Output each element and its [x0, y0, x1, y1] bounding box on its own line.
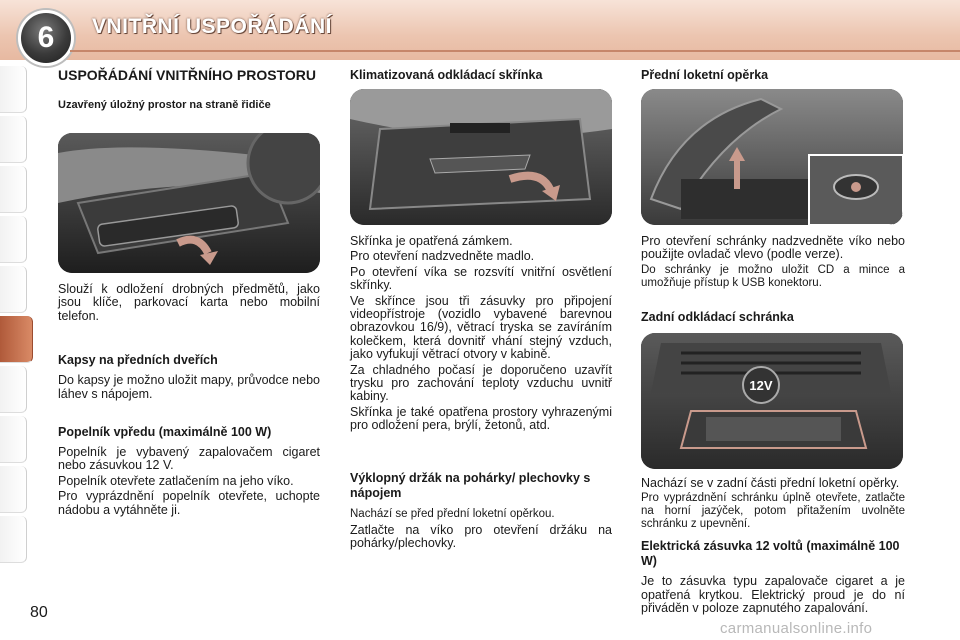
armrest-photo	[641, 89, 903, 225]
chapter-title: VNITŘNÍ USPOŘÁDÁNÍ	[92, 15, 333, 38]
section-title-ashtray: Popelník vpředu (maximálně 100 W)	[58, 425, 272, 440]
rear-storage-photo	[641, 333, 903, 469]
glovebox-photo	[350, 89, 612, 225]
body-text: Nachází se v zadní části přední loketní opěrky.	[641, 475, 900, 490]
page-header	[0, 0, 960, 60]
column-right	[641, 66, 905, 615]
chapter-tab[interactable]	[0, 166, 27, 213]
body-text: Nachází se před přední loketní opěrkou.	[350, 507, 555, 520]
body-text: Je to zásuvka typu zapalovače cigaret a je opatřená krytkou. Elektrický proud je do ní přiváděn v poloze zapnutého zapalování.	[641, 574, 905, 616]
column-left	[58, 66, 320, 517]
section-title-door-pockets: Kapsy na předních dveřích	[58, 353, 218, 368]
section-title-rear-storage: Zadní odkládací schránka	[641, 309, 794, 324]
body-text: Pro vyprázdnění popelník otevřete, uchopte nádobu a vytáhněte ji.	[58, 489, 320, 517]
body-text: Do schránky je možno uložit CD a mince a umožňuje přístup k USB konektoru.	[641, 263, 905, 289]
chapter-tab[interactable]	[0, 516, 27, 563]
chapter-tab[interactable]	[0, 416, 27, 463]
body-text: Popelník otevřete zatlačením na jeho víko.	[58, 473, 294, 488]
watermark: carmanualsonline.info	[720, 620, 873, 637]
chapter-tab[interactable]	[0, 66, 27, 113]
chapter-tab[interactable]	[0, 216, 27, 263]
body-text: Po otevření víka se rozsvítí vnitřní osvětlení skřínky.	[350, 264, 612, 293]
body-text: Popelník je vybavený zapalovačem cigaret nebo zásuvkou 12 V.	[58, 445, 320, 473]
section-title-socket: Elektrická zásuvka 12 voltů (maximálně 100 W)	[641, 539, 900, 569]
chapter-tab[interactable]	[0, 466, 27, 513]
chapter-tab[interactable]	[0, 366, 27, 413]
body-text: Pro otevření schránky nadzvedněte víko nebo použijte ovladač vlevo (podle verze).	[641, 234, 905, 262]
chapter-badge: 6	[18, 10, 74, 66]
chapter-tab[interactable]	[0, 266, 27, 313]
body-text: Pro vyprázdnění schránku úplně otevřete, zatlačte na horní jazýček, potom přitažením uvolněte schránku z upevnění.	[641, 492, 905, 531]
socket-label: 12V	[749, 377, 773, 393]
body-text: Skřínka je opatřená zámkem.	[350, 234, 513, 248]
body-text: Do kapsy je možno uložit mapy, průvodce nebo láhev s nápojem.	[58, 373, 320, 401]
chapter-tab-active[interactable]	[0, 316, 33, 363]
section-title-armrest: Přední loketní opěrka	[641, 68, 769, 82]
section-title-glovebox: Klimatizovaná odkládací skřínka	[350, 68, 543, 82]
body-text: Skřínka je také opatřena prostory vyhrazenými pro odložení pera, brýlí, žetonů, atd.	[350, 404, 612, 433]
chapter-tab[interactable]	[0, 116, 27, 163]
body-text: Zatlačte na víko pro otevření držáku na pohárky/plechovky.	[350, 522, 612, 551]
body-text: Pro otevření nadzvedněte madlo.	[350, 249, 535, 264]
header-divider	[70, 50, 960, 52]
section-title-cupholder: Výklopný držák na pohárky/ plechovky s nápojem	[350, 470, 591, 500]
subsection-heading: Uzavřený úložný prostor na straně řidiče	[58, 99, 271, 111]
chapter-tabs	[0, 66, 30, 566]
page-number: 80	[30, 604, 48, 621]
drivers-storage-photo	[58, 133, 320, 273]
section-heading: USPOŘÁDÁNÍ VNITŘNÍHO PROSTORU	[58, 67, 316, 83]
column-middle	[350, 66, 612, 551]
body-text: Za chladného počasí je doporučeno uzavřít trysku pro zachování teploty vzduchu uvnitř kabiny.	[350, 362, 612, 404]
body-text: Slouží k odložení drobných předmětů, jako jsou klíče, parkovací karta nebo mobilní telefon.	[58, 282, 320, 323]
body-text: Ve skřínce jsou tři zásuvky pro připojení videopřístroje (vozidlo vybavené barevnou obrazovkou 16/9), větrací tryska se zavíráním kolečkem, která dovnitř vhání stejný vzduch, jako vyfukují větrací otvory v kabině.	[350, 293, 612, 362]
